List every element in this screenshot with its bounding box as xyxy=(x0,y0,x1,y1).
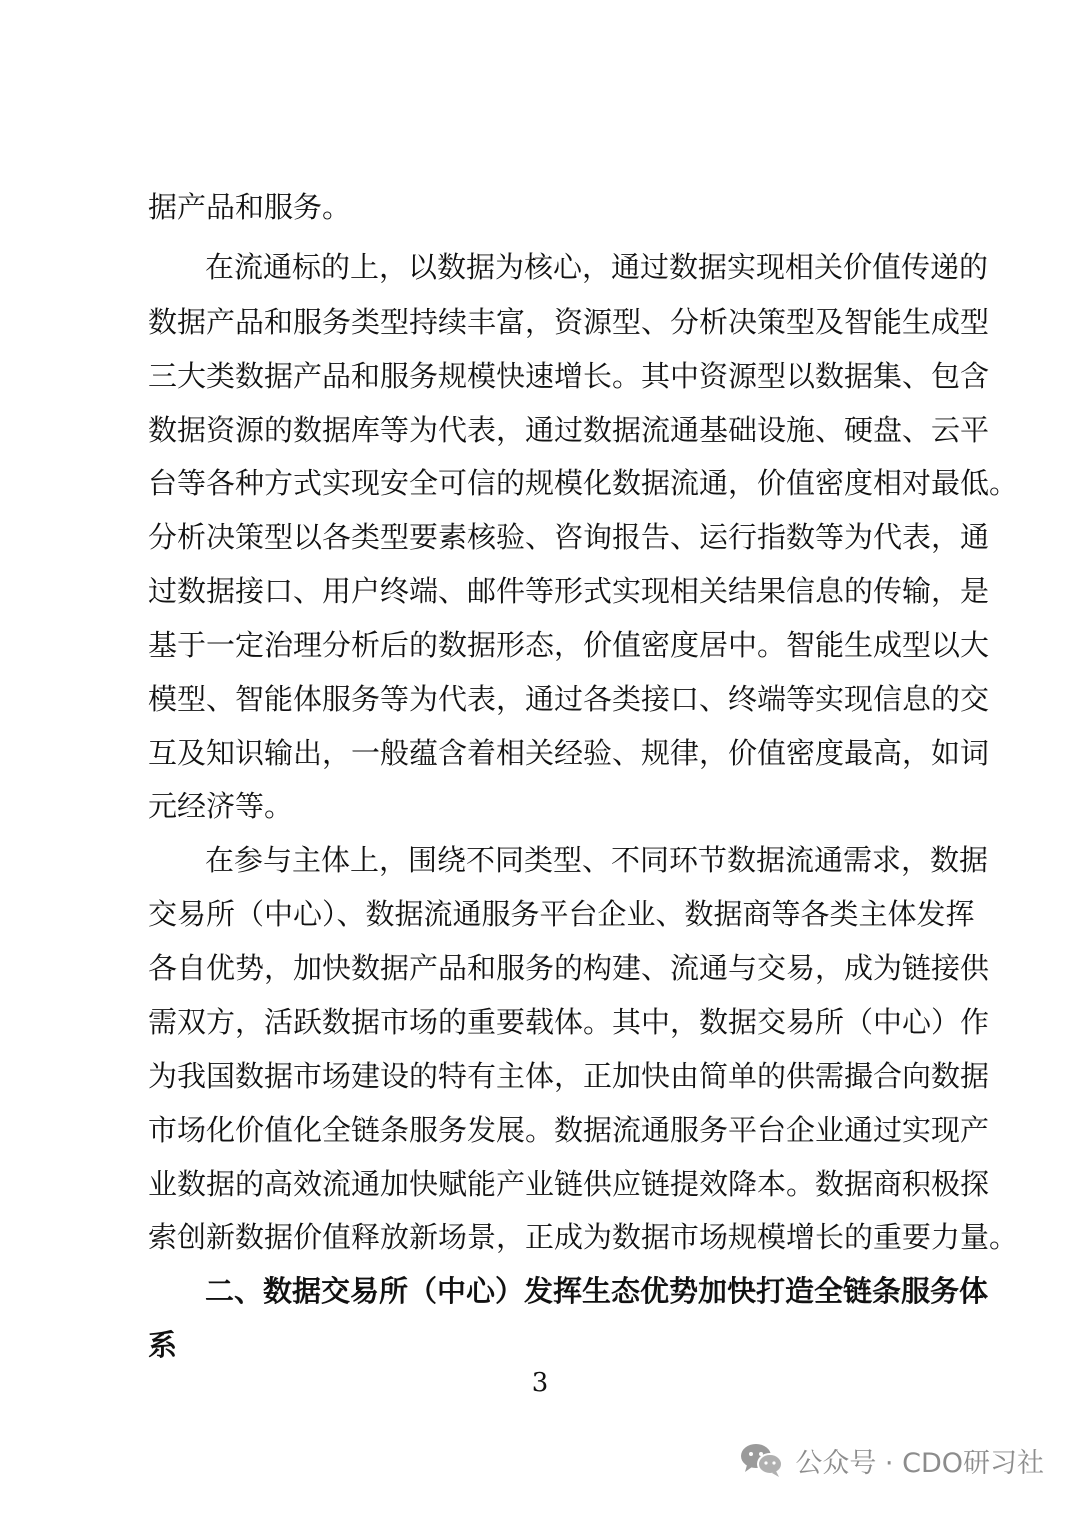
watermark xyxy=(739,1438,1044,1482)
page-number: 3 xyxy=(531,1368,549,1398)
section-heading-continued: 系 xyxy=(148,1328,178,1362)
paragraph-line: 交易所（中心）、数据流通服务平台企业、数据商等各类主体发挥 xyxy=(148,897,975,931)
paragraph-line: 互及知识输出，一般蕴含着相关经验、规律，价值密度最高，如词 xyxy=(148,736,990,770)
section-heading: 二、数据交易所（中心）发挥生态优势加快打造全链条服务体 xyxy=(205,1274,989,1308)
paragraph-line: 数据产品和服务类型持续丰富，资源型、分析决策型及智能生成型 xyxy=(148,305,990,339)
watermark-text: 公众号 · CDO研习社 xyxy=(795,1447,1044,1479)
paragraph-line: 业数据的高效流通加快赋能产业链供应链提效降本。数据商积极探 xyxy=(148,1167,990,1201)
paragraph-line: 在参与主体上，围绕不同类型、不同环节数据流通需求，数据 xyxy=(205,843,989,877)
paragraph-line: 台等各种方式实现安全可信的规模化数据流通，价值密度相对最低。 xyxy=(148,466,1019,500)
paragraph-line: 元经济等。 xyxy=(148,789,294,823)
paragraph-line: 索创新数据价值释放新场景，正成为数据市场规模增长的重要力量。 xyxy=(148,1220,1019,1254)
paragraph-line: 分析决策型以各类型要素核验、咨询报告、运行指数等为代表，通 xyxy=(148,520,990,554)
paragraph-line: 各自优势，加快数据产品和服务的构建、流通与交易，成为链接供 xyxy=(148,951,990,985)
paragraph-line: 在流通标的上，以数据为核心，通过数据实现相关价值传递的 xyxy=(205,250,989,284)
paragraph-line: 过数据接口、用户终端、邮件等形式实现相关结果信息的传输，是 xyxy=(148,574,990,608)
wechat-icon xyxy=(739,1441,785,1479)
paragraph-line: 需双方，活跃数据市场的重要载体。其中，数据交易所（中心）作 xyxy=(148,1005,990,1039)
paragraph-line: 据产品和服务。 xyxy=(148,190,352,224)
paragraph-line: 为我国数据市场建设的特有主体，正加快由简单的供需撮合向数据 xyxy=(148,1059,990,1093)
paragraph-line: 数据资源的数据库等为代表，通过数据流通基础设施、硬盘、云平 xyxy=(148,413,990,447)
paragraph-line: 市场化价值化全链条服务发展。数据流通服务平台企业通过实现产 xyxy=(148,1113,990,1147)
paragraph-line: 模型、智能体服务等为代表，通过各类接口、终端等实现信息的交 xyxy=(148,682,990,716)
paragraph-line: 基于一定治理分析后的数据形态，价值密度居中。智能生成型以大 xyxy=(148,628,990,662)
paragraph-line: 三大类数据产品和服务规模快速增长。其中资源型以数据集、包含 xyxy=(148,359,990,393)
